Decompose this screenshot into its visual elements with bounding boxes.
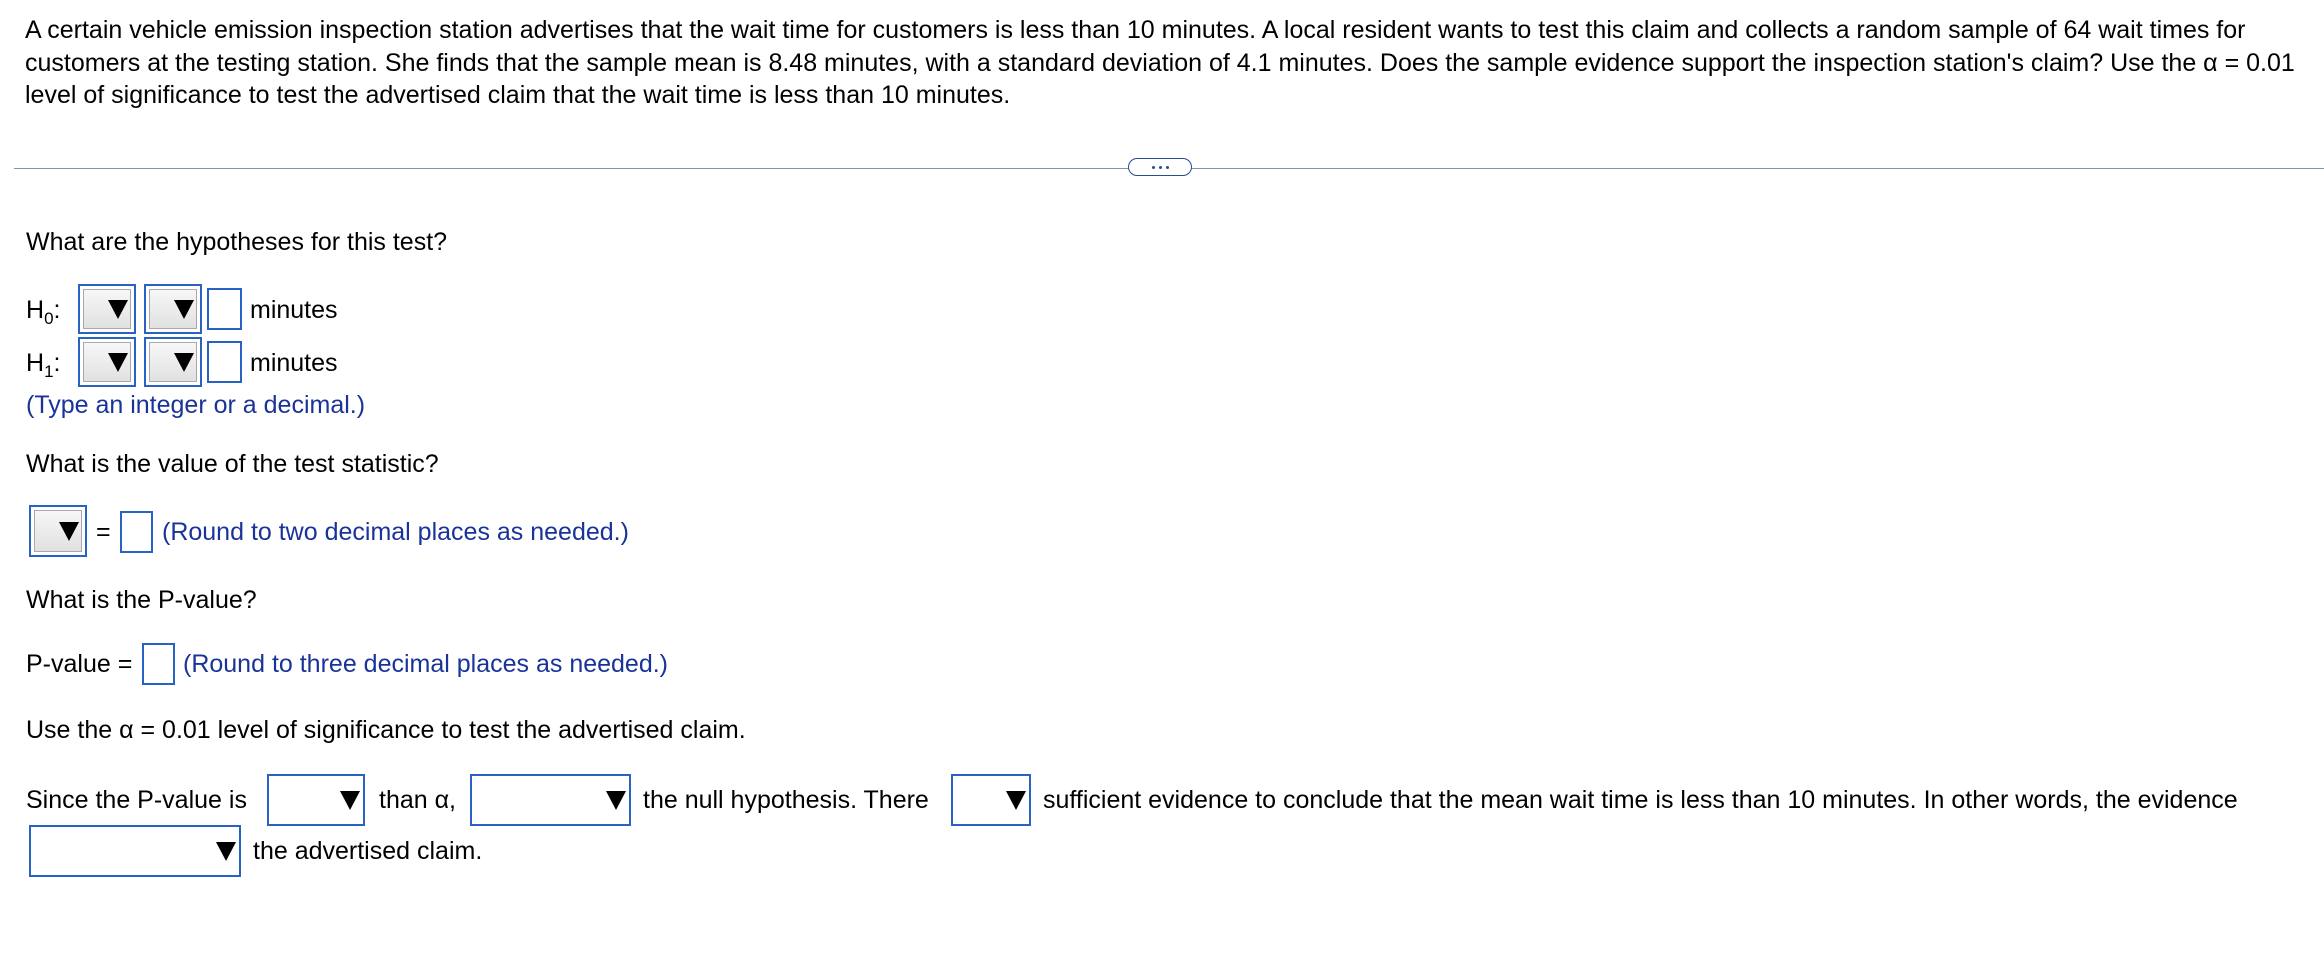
- p-value-input[interactable]: [142, 643, 175, 685]
- dropdown-arrow-icon: [108, 300, 128, 319]
- test-statistic-hint: (Round to two decimal places as needed.): [162, 518, 629, 546]
- h0-unit: minutes: [250, 296, 338, 324]
- dropdown-arrow-icon: [174, 300, 194, 319]
- pvalue-comparison-dropdown[interactable]: [267, 774, 365, 826]
- test-statistic-input[interactable]: [120, 511, 153, 553]
- equals-sign: =: [96, 518, 111, 546]
- p-value-prompt: What is the P-value?: [26, 586, 257, 614]
- h0-label: $H_0$:: [26, 296, 61, 328]
- h1-unit: minutes: [250, 349, 338, 377]
- p-value-label: P-value =: [26, 650, 133, 678]
- h0-value-input[interactable]: [207, 288, 242, 330]
- h0-operator-dropdown[interactable]: [144, 284, 202, 334]
- h1-parameter-dropdown[interactable]: [78, 337, 136, 387]
- dropdown-arrow-icon: [1006, 791, 1026, 810]
- h0-parameter-dropdown[interactable]: [78, 284, 136, 334]
- dropdown-arrow-icon: [340, 791, 360, 810]
- test-statistic-prompt: What is the value of the test statistic?: [26, 450, 439, 478]
- claim-support-dropdown[interactable]: [29, 825, 241, 877]
- dropdown-arrow-icon: [59, 522, 79, 541]
- hypotheses-hint: (Type an integer or a decimal.): [26, 391, 366, 419]
- h1-operator-dropdown[interactable]: [144, 337, 202, 387]
- dropdown-arrow-icon: [216, 842, 236, 861]
- question-text: A certain vehicle emission inspection station advertises that the wait time for customers is less than 10 minutes. A local resident wants to test this claim and collects a random sample of 64 wait times for customers at the testing station. She finds that the sample mean is 8.48 minutes, with a standard deviation of 4.1 minutes. Does the sample evidence support the inspection station's claim? Use the α = 0.01 level of significance to test the advertised claim that the wait time is less than 10 minutes.: [25, 16, 2295, 109]
- dropdown-arrow-icon: [174, 353, 194, 372]
- h1-value-input[interactable]: [207, 341, 242, 383]
- test-statistic-dropdown[interactable]: [29, 505, 87, 557]
- conclusion-text-3: the null hypothesis. There: [643, 786, 929, 814]
- p-value-hint: (Round to three decimal places as needed.): [183, 650, 669, 678]
- evidence-sufficiency-dropdown[interactable]: [951, 774, 1031, 826]
- dropdown-arrow-icon: [606, 791, 626, 810]
- hypotheses-prompt: What are the hypotheses for this test?: [26, 228, 448, 256]
- dropdown-arrow-icon: [108, 353, 128, 372]
- conclusion-text-5: the advertised claim.: [253, 837, 483, 865]
- conclusion-prompt: Use the α = 0.01 level of significance to test the advertised claim.: [26, 716, 746, 744]
- conclusion-text-1: Since the P-value is: [26, 786, 247, 814]
- conclusion-text-4: sufficient evidence to conclude that the mean wait time is less than 10 minutes. In other words, the evidence: [1043, 786, 2238, 814]
- more-button[interactable]: [1128, 158, 1192, 176]
- null-hypothesis-decision-dropdown[interactable]: [470, 774, 631, 826]
- ellipsis-icon: [1152, 166, 1155, 169]
- h1-label: $H_1$:: [26, 349, 61, 381]
- conclusion-text-2: than α,: [379, 786, 457, 814]
